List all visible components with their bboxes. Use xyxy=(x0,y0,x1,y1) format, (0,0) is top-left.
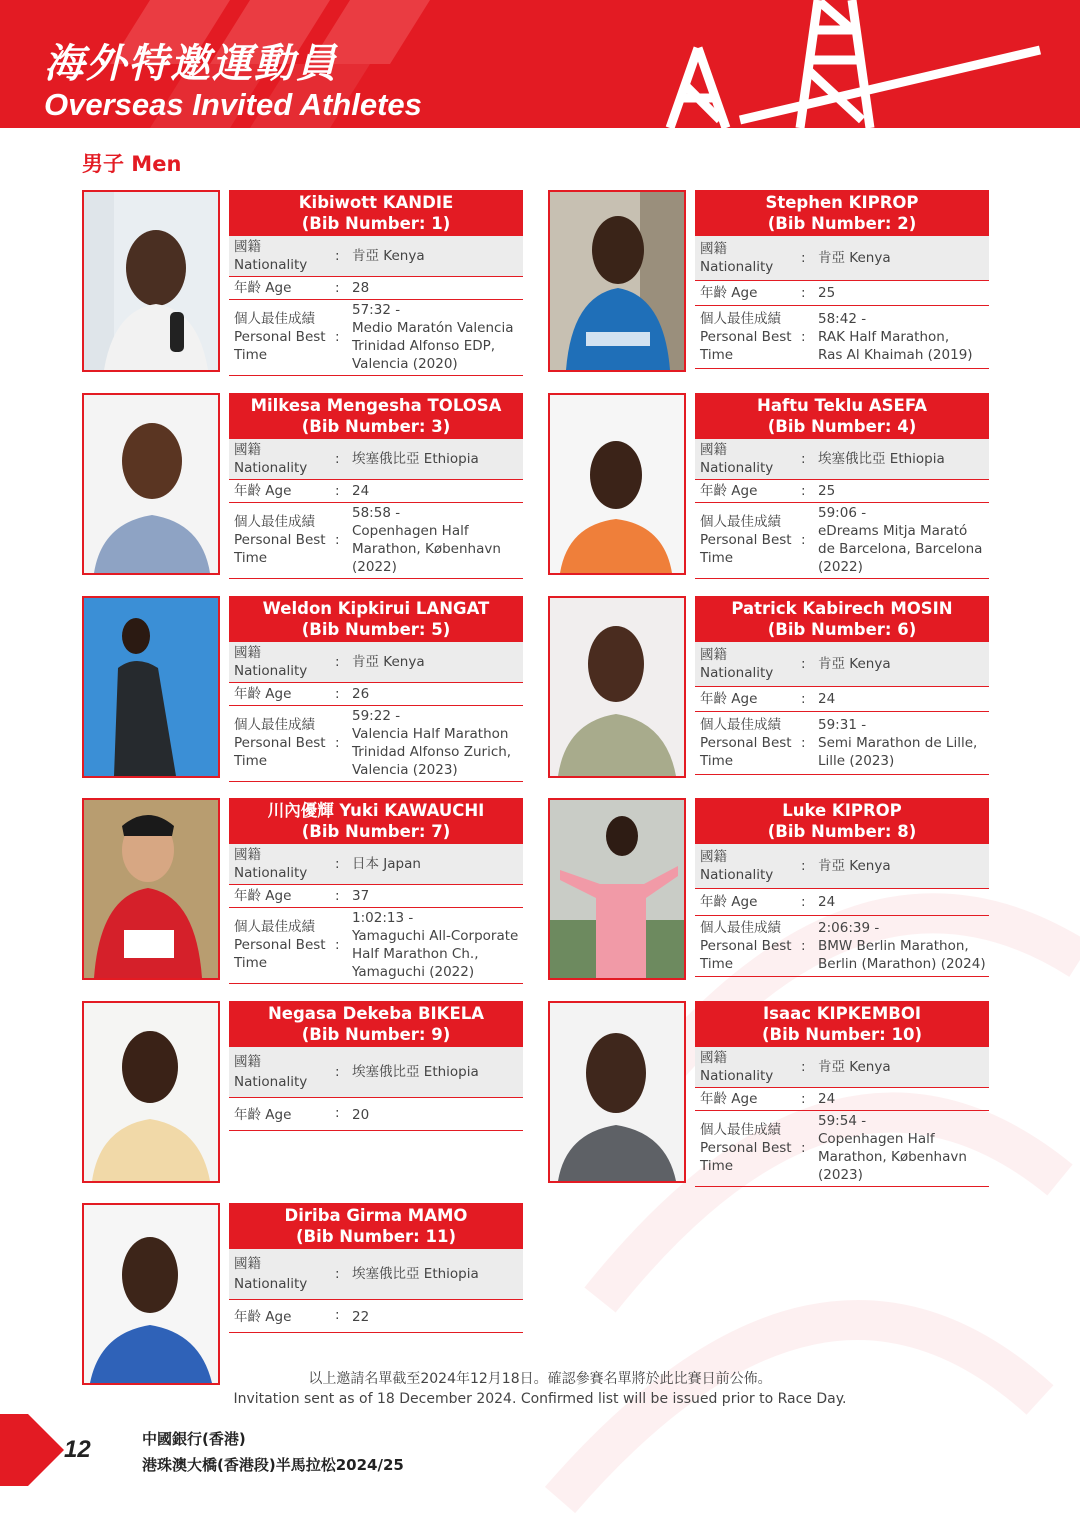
athlete-info xyxy=(695,798,989,977)
nationality-row xyxy=(695,1047,989,1088)
age-row xyxy=(695,889,989,916)
page-title-cn: 海外特邀運動員 xyxy=(44,41,338,87)
colon: : xyxy=(335,937,340,953)
personal-best-row xyxy=(695,712,989,775)
athlete-card xyxy=(82,596,522,780)
nationality-label-cn: 國籍 xyxy=(234,847,261,863)
athlete-card xyxy=(82,798,522,982)
pb-value xyxy=(352,504,524,576)
age-row xyxy=(229,683,523,706)
pb-line: (2023) xyxy=(818,1167,863,1183)
bridge-graphic xyxy=(660,0,1080,128)
colon: : xyxy=(335,532,340,548)
athlete-name: Haftu Teklu ASEFA xyxy=(757,396,927,415)
athlete-photo xyxy=(82,1203,220,1385)
athlete-name: Luke KIPROP xyxy=(782,801,902,820)
colon: : xyxy=(801,1059,806,1075)
nationality-label-cn: 國籍 xyxy=(234,239,261,255)
colon: : xyxy=(335,856,340,872)
nationality-value: 埃塞俄比亞 Ethiopia xyxy=(818,451,945,467)
page-title-en: Overseas Invited Athletes xyxy=(44,87,422,122)
nationality-label-en: Nationality xyxy=(700,259,774,275)
athlete-name-box xyxy=(229,393,523,439)
pb-line: 58:58 - xyxy=(352,505,401,521)
nationality-label-en: Nationality xyxy=(234,865,308,881)
athlete-info xyxy=(229,393,523,579)
pb-label-en: Personal Best xyxy=(234,532,326,548)
colon: : xyxy=(335,1266,340,1282)
nationality-label-en: Nationality xyxy=(700,665,774,681)
age-value: 22 xyxy=(352,1309,370,1325)
athlete-photo xyxy=(82,596,220,778)
colon: : xyxy=(801,858,806,874)
personal-best-row xyxy=(229,908,523,984)
athlete-bib: (Bib Number: 9) xyxy=(301,1025,451,1044)
pb-label-time: Time xyxy=(700,956,734,972)
athlete-name-box xyxy=(229,1203,523,1249)
athlete-bib: (Bib Number: 10) xyxy=(761,1025,923,1044)
age-label: 年齡 Age xyxy=(234,280,292,296)
pb-line: 59:06 - xyxy=(818,505,867,521)
age-value: 26 xyxy=(352,686,370,702)
section-title-men: 男子 Men xyxy=(82,152,182,176)
athlete-bib: (Bib Number: 2) xyxy=(767,214,917,233)
colon: : xyxy=(335,1064,340,1080)
nationality-label-cn: 國籍 xyxy=(234,1256,261,1272)
athlete-name-box xyxy=(229,190,523,236)
pb-line: Copenhagen Half xyxy=(352,523,469,539)
nationality-label-en: Nationality xyxy=(700,867,774,883)
athlete-name: 川內優輝 Yuki KAWAUCHI xyxy=(267,801,485,820)
invitation-note-en: Invitation sent as of 18 December 2024. Confirmed list will be issued prior to Race Day. xyxy=(233,1391,847,1407)
age-label: 年齡 Age xyxy=(700,691,758,707)
pb-line: de Barcelona, Barcelona xyxy=(818,541,983,557)
pb-label-cn: 個人最佳成績 xyxy=(700,311,781,327)
nationality-label-cn: 國籍 xyxy=(234,1054,261,1070)
nationality-row xyxy=(229,439,523,480)
age-row xyxy=(695,1088,989,1111)
pb-line: Trinidad Alfonso Zurich, xyxy=(352,744,512,760)
personal-best-row xyxy=(229,706,523,782)
athlete-card xyxy=(548,190,988,374)
athlete-name: Patrick Kabirech MOSIN xyxy=(731,599,953,618)
age-value: 24 xyxy=(818,894,836,910)
athlete-bib: (Bib Number: 7) xyxy=(301,822,451,841)
colon: : xyxy=(335,280,340,296)
nationality-label-cn: 國籍 xyxy=(234,442,261,458)
pb-line: Copenhagen Half xyxy=(818,1131,935,1147)
age-row xyxy=(695,480,989,503)
pb-line: Marathon, København xyxy=(818,1149,967,1165)
footer-event-name: 港珠澳大橋(香港段)半馬拉松2024/25 xyxy=(142,1456,404,1474)
pb-value xyxy=(352,301,524,373)
nationality-value: 肯亞 Kenya xyxy=(352,248,425,264)
pb-line: (2022) xyxy=(818,559,863,575)
age-row xyxy=(229,277,523,300)
athlete-photo xyxy=(82,1001,220,1183)
pb-line: Yamaguchi (2022) xyxy=(352,964,475,980)
colon: : xyxy=(335,888,340,904)
colon: : xyxy=(801,329,806,345)
nationality-value: 肯亞 Kenya xyxy=(818,656,891,672)
pb-line: RAK Half Marathon, xyxy=(818,329,950,345)
pb-line: Lille (2023) xyxy=(818,753,895,769)
athlete-name-box xyxy=(695,1001,989,1047)
pb-label-time: Time xyxy=(700,347,734,363)
footer-sponsor: 中國銀行(香港) xyxy=(142,1430,246,1448)
athlete-name-box xyxy=(695,393,989,439)
age-value: 20 xyxy=(352,1107,370,1123)
athlete-photo xyxy=(82,393,220,575)
age-label: 年齡 Age xyxy=(700,1091,758,1107)
age-label: 年齡 Age xyxy=(234,686,292,702)
age-label: 年齡 Age xyxy=(234,483,292,499)
age-value: 24 xyxy=(818,1091,836,1107)
pb-line: Medio Maratón Valencia xyxy=(352,320,514,336)
pb-label-time: Time xyxy=(234,347,268,363)
athlete-name-box xyxy=(229,798,523,844)
nationality-row xyxy=(229,236,523,277)
invitation-note-cn: 以上邀請名單截至2024年12月18日。確認參賽名單將於此比賽日前公佈。 xyxy=(308,1371,772,1387)
nationality-label-cn: 國籍 xyxy=(700,241,727,257)
age-label: 年齡 Age xyxy=(700,483,758,499)
colon: : xyxy=(801,483,806,499)
pb-line: 57:32 - xyxy=(352,302,401,318)
colon: : xyxy=(335,329,340,345)
nationality-value: 日本 Japan xyxy=(352,856,421,872)
colon: : xyxy=(335,686,340,702)
pb-label-en: Personal Best xyxy=(234,735,326,751)
athlete-photo xyxy=(82,190,220,372)
pb-label-time: Time xyxy=(234,955,268,971)
colon: : xyxy=(335,1105,340,1121)
personal-best-row xyxy=(229,503,523,579)
athlete-info xyxy=(229,190,523,376)
athlete-name: Diriba Girma MAMO xyxy=(284,1206,468,1225)
age-row xyxy=(229,1098,523,1131)
pb-label-time: Time xyxy=(234,550,268,566)
colon: : xyxy=(801,532,806,548)
age-label: 年齡 Age xyxy=(700,285,758,301)
personal-best-row xyxy=(695,1111,989,1187)
nationality-label-en: Nationality xyxy=(234,460,308,476)
athlete-bib: (Bib Number: 8) xyxy=(767,822,917,841)
nationality-label-en: Nationality xyxy=(700,1068,774,1084)
pb-line: 59:22 - xyxy=(352,708,401,724)
personal-best-row xyxy=(229,300,523,376)
nationality-label-cn: 國籍 xyxy=(700,647,727,663)
nationality-label-en: Nationality xyxy=(234,257,308,273)
colon: : xyxy=(801,1091,806,1107)
athlete-card xyxy=(548,798,988,982)
pb-label-cn: 個人最佳成績 xyxy=(234,717,315,733)
athlete-name: Stephen KIPROP xyxy=(765,193,919,212)
pb-line: Trinidad Alfonso EDP, xyxy=(352,338,496,354)
age-row xyxy=(695,281,989,306)
pb-line: Valencia (2020) xyxy=(352,356,458,372)
nationality-row xyxy=(229,1047,523,1098)
pb-label-cn: 個人最佳成績 xyxy=(234,514,315,530)
nationality-row xyxy=(229,1249,523,1300)
pb-line: 1:02:13 - xyxy=(352,910,414,926)
pb-line: (2022) xyxy=(352,559,397,575)
age-value: 24 xyxy=(818,691,836,707)
athlete-bib: (Bib Number: 6) xyxy=(767,620,917,639)
colon: : xyxy=(335,735,340,751)
athlete-card xyxy=(548,596,988,780)
age-label: 年齡 Age xyxy=(234,1309,292,1325)
athlete-name: Negasa Dekeba BIKELA xyxy=(268,1004,484,1023)
pb-line: Berlin (Marathon) (2024) xyxy=(818,956,986,972)
nationality-row xyxy=(695,439,989,480)
colon: : xyxy=(801,250,806,266)
pb-label-en: Personal Best xyxy=(700,1140,792,1156)
age-row xyxy=(229,885,523,908)
athlete-name: Isaac KIPKEMBOI xyxy=(763,1004,921,1023)
pb-line: Marathon, København xyxy=(352,541,501,557)
age-value: 24 xyxy=(352,483,370,499)
nationality-value: 肯亞 Kenya xyxy=(818,1059,891,1075)
athlete-card xyxy=(548,1001,988,1185)
athlete-photo xyxy=(548,798,686,980)
pb-line: BMW Berlin Marathon, xyxy=(818,938,969,954)
athlete-card xyxy=(548,393,988,577)
colon: : xyxy=(801,735,806,751)
athlete-info xyxy=(229,798,523,984)
age-label: 年齡 Age xyxy=(234,1107,292,1123)
pb-label-cn: 個人最佳成績 xyxy=(700,920,781,936)
pb-label-time: Time xyxy=(700,753,734,769)
athlete-name-box xyxy=(695,798,989,844)
nationality-label-en: Nationality xyxy=(234,663,308,679)
pb-label-cn: 個人最佳成績 xyxy=(700,1122,781,1138)
pb-line: Yamaguchi All-Corporate xyxy=(352,928,519,944)
pb-line: Valencia (2023) xyxy=(352,762,458,778)
pb-label-en: Personal Best xyxy=(700,735,792,751)
page-number: 12 xyxy=(64,1436,91,1463)
pb-label-cn: 個人最佳成績 xyxy=(234,919,315,935)
athlete-name-box xyxy=(229,1001,523,1047)
colon: : xyxy=(801,656,806,672)
athlete-bib: (Bib Number: 1) xyxy=(301,214,451,233)
nationality-label-cn: 國籍 xyxy=(700,442,727,458)
colon: : xyxy=(801,1140,806,1156)
colon: : xyxy=(801,691,806,707)
age-label: 年齡 Age xyxy=(700,894,758,910)
athlete-card xyxy=(82,393,522,577)
colon: : xyxy=(801,894,806,910)
age-value: 37 xyxy=(352,888,370,904)
colon: : xyxy=(335,483,340,499)
pb-line: Valencia Half Marathon xyxy=(352,726,509,742)
athlete-name: Weldon Kipkirui LANGAT xyxy=(262,599,490,618)
athlete-info xyxy=(229,596,523,782)
athlete-card xyxy=(82,190,522,374)
age-value: 25 xyxy=(818,483,836,499)
pb-value xyxy=(818,1112,990,1184)
personal-best-row xyxy=(695,306,989,369)
colon: : xyxy=(335,248,340,264)
athlete-info xyxy=(695,1001,989,1187)
age-row xyxy=(229,1300,523,1333)
pb-label-time: Time xyxy=(700,550,734,566)
nationality-label-en: Nationality xyxy=(234,1276,308,1292)
nationality-label-en: Nationality xyxy=(700,460,774,476)
athlete-name: Milkesa Mengesha TOLOSA xyxy=(250,396,502,415)
colon: : xyxy=(335,654,340,670)
colon: : xyxy=(801,451,806,467)
athlete-info xyxy=(695,393,989,579)
athlete-photo xyxy=(548,1001,686,1183)
pb-line: 2:06:39 - xyxy=(818,920,880,936)
athlete-info xyxy=(695,596,989,775)
age-value: 28 xyxy=(352,280,370,296)
athlete-bib: (Bib Number: 3) xyxy=(301,417,451,436)
pb-label-cn: 個人最佳成績 xyxy=(700,514,781,530)
athlete-photo xyxy=(82,798,220,980)
header-banner xyxy=(0,0,1080,128)
nationality-value: 肯亞 Kenya xyxy=(818,250,891,266)
athlete-name-box xyxy=(695,596,989,642)
athlete-bib: (Bib Number: 4) xyxy=(767,417,917,436)
age-row xyxy=(695,687,989,712)
athlete-photo xyxy=(548,393,686,575)
colon: : xyxy=(801,285,806,301)
nationality-value: 埃塞俄比亞 Ethiopia xyxy=(352,1266,479,1282)
pb-label-time: Time xyxy=(234,753,268,769)
colon: : xyxy=(801,938,806,954)
personal-best-row xyxy=(695,916,989,977)
athlete-photo xyxy=(548,190,686,372)
pb-line: 59:31 - xyxy=(818,717,867,733)
colon: : xyxy=(335,1307,340,1323)
nationality-row xyxy=(695,236,989,281)
nationality-label-cn: 國籍 xyxy=(700,1050,727,1066)
pb-label-time: Time xyxy=(700,1158,734,1174)
athlete-bib: (Bib Number: 11) xyxy=(295,1227,457,1246)
page-number-tab xyxy=(0,1414,120,1486)
nationality-row xyxy=(695,844,989,889)
nationality-label-en: Nationality xyxy=(234,1074,308,1090)
pb-value xyxy=(818,919,990,973)
nationality-row xyxy=(229,844,523,885)
pb-line: eDreams Mitja Marató xyxy=(818,523,968,539)
athlete-name-box xyxy=(695,190,989,236)
nationality-value: 埃塞俄比亞 Ethiopia xyxy=(352,1064,479,1080)
pb-line: Ras Al Khaimah (2019) xyxy=(818,347,973,363)
athlete-card xyxy=(82,1001,522,1185)
pb-value xyxy=(352,707,524,779)
pb-value xyxy=(818,716,990,770)
pb-line: 59:54 - xyxy=(818,1113,867,1129)
age-value: 25 xyxy=(818,285,836,301)
pb-label-en: Personal Best xyxy=(234,329,326,345)
pb-line: 58:42 - xyxy=(818,311,867,327)
nationality-label-cn: 國籍 xyxy=(234,645,261,661)
age-label: 年齡 Age xyxy=(234,888,292,904)
nationality-value: 肯亞 Kenya xyxy=(352,654,425,670)
athlete-info xyxy=(695,190,989,369)
pb-label-en: Personal Best xyxy=(234,937,326,953)
pb-value xyxy=(352,909,524,981)
athlete-name-box xyxy=(229,596,523,642)
athlete-card xyxy=(82,1203,522,1387)
nationality-label-cn: 國籍 xyxy=(700,849,727,865)
nationality-row xyxy=(229,642,523,683)
pb-label-en: Personal Best xyxy=(700,329,792,345)
pb-label-en: Personal Best xyxy=(700,532,792,548)
pb-value xyxy=(818,504,990,576)
pb-line: Semi Marathon de Lille, xyxy=(818,735,978,751)
athlete-bib: (Bib Number: 5) xyxy=(301,620,451,639)
pb-label-en: Personal Best xyxy=(700,938,792,954)
nationality-value: 肯亞 Kenya xyxy=(818,858,891,874)
athlete-photo xyxy=(548,596,686,778)
personal-best-row xyxy=(695,503,989,579)
pb-label-cn: 個人最佳成績 xyxy=(700,717,781,733)
pb-line: Half Marathon Ch., xyxy=(352,946,479,962)
athlete-info xyxy=(229,1001,523,1131)
colon: : xyxy=(335,451,340,467)
pb-value xyxy=(818,310,990,364)
nationality-value: 埃塞俄比亞 Ethiopia xyxy=(352,451,479,467)
age-row xyxy=(229,480,523,503)
pb-label-cn: 個人最佳成績 xyxy=(234,311,315,327)
nationality-row xyxy=(695,642,989,687)
athlete-info xyxy=(229,1203,523,1333)
athlete-name: Kibiwott KANDIE xyxy=(298,193,454,212)
